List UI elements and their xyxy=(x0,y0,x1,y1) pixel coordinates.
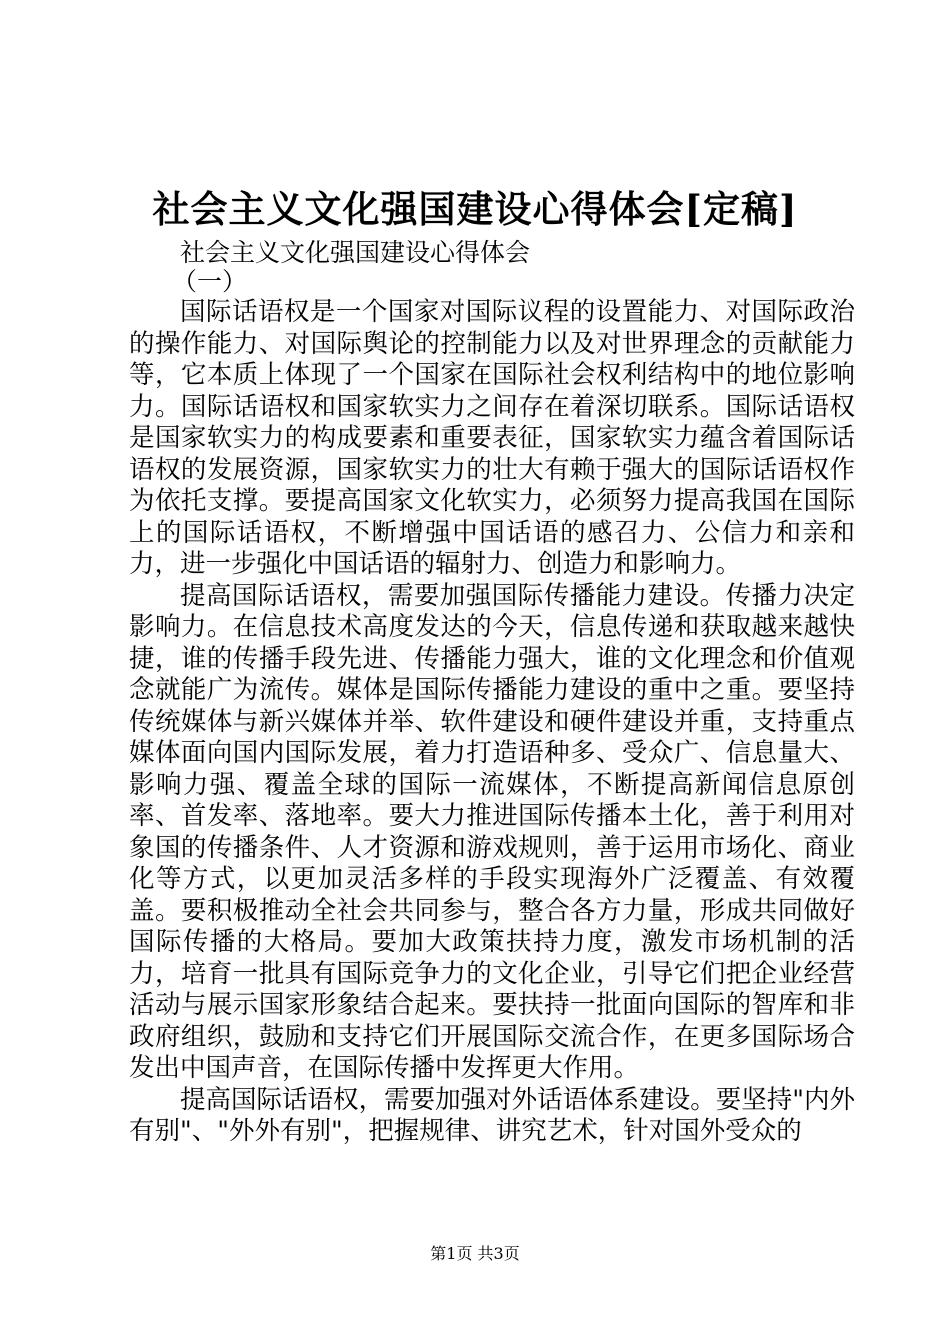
paragraph: 提高国际话语权，需要加强国际传播能力建设。传播力决定影响力。在信息技术高度发达的今天，信息传递和获取越来越快捷，谁的传播手段先进、传播能力强大，谁的文化理念和价值观念就能广为流传。媒体是国际传播能力建设的重中之重。要坚持传统媒体与新兴媒体并举、软件建设和硬件建设并重，支持重点媒体面向国内国际发展，着力打造语种多、受众广、信息量大、影响力强、覆盖全球的国际一流媒体，不断提高新闻信息原创率、首发率、落地率。要大力推进国际传播本土化，善于利用对象国的传播条件、人才资源和游戏规则，善于运用市场化、商业化等方式，以更加灵活多样的手段实现海外广泛覆盖、有效覆盖。要积极推动全社会共同参与，整合各方力量，形成共同做好国际传播的大格局。要加大政策扶持力度，激发市场机制的活力，培育一批具有国际竞争力的文化企业，引导它们把企业经营活动与展示国家形象结合起来。要扶持一批面向国际的智库和非政府组织，鼓励和支持它们开展国际交流合作，在更多国际场合发出中国声音，在国际传播中发挥更大作用。 xyxy=(129,580,855,1083)
page-footer: 第1页 共3页 xyxy=(430,1244,520,1263)
paragraph: 国际话语权是一个国家对国际议程的设置能力、对国际政治的操作能力、对国际舆论的控制能力以及对世界理念的贡献能力等，它本质上体现了一个国家在国际社会权利结构中的地位影响力。国际话语权和国家软实力之间存在着深切联系。国际话语权是国家软实力的构成要素和重要表征，国家软实力蕴含着国际话语权的发展资源，国家软实力的壮大有赖于强大的国际话语权作为依托支撑。要提高国家文化软实力，必须努力提高我国在国际上的国际话语权，不断增强中国话语的感召力、公信力和亲和力，进一步强化中国话语的辐射力、创造力和影响力。 xyxy=(129,297,855,579)
document-subtitle: 社会主义文化强国建设心得体会 xyxy=(180,238,531,267)
section-marker: （一） xyxy=(172,267,248,296)
document-title: 社会主义文化强国建设心得体会[定稿] xyxy=(152,187,798,231)
paragraph: 提高国际话语权，需要加强对外话语体系建设。要坚持"内外有别"、"外外有别"，把握规律、讲究艺术，针对国外受众的 xyxy=(129,1084,855,1146)
document-body xyxy=(129,297,855,1148)
